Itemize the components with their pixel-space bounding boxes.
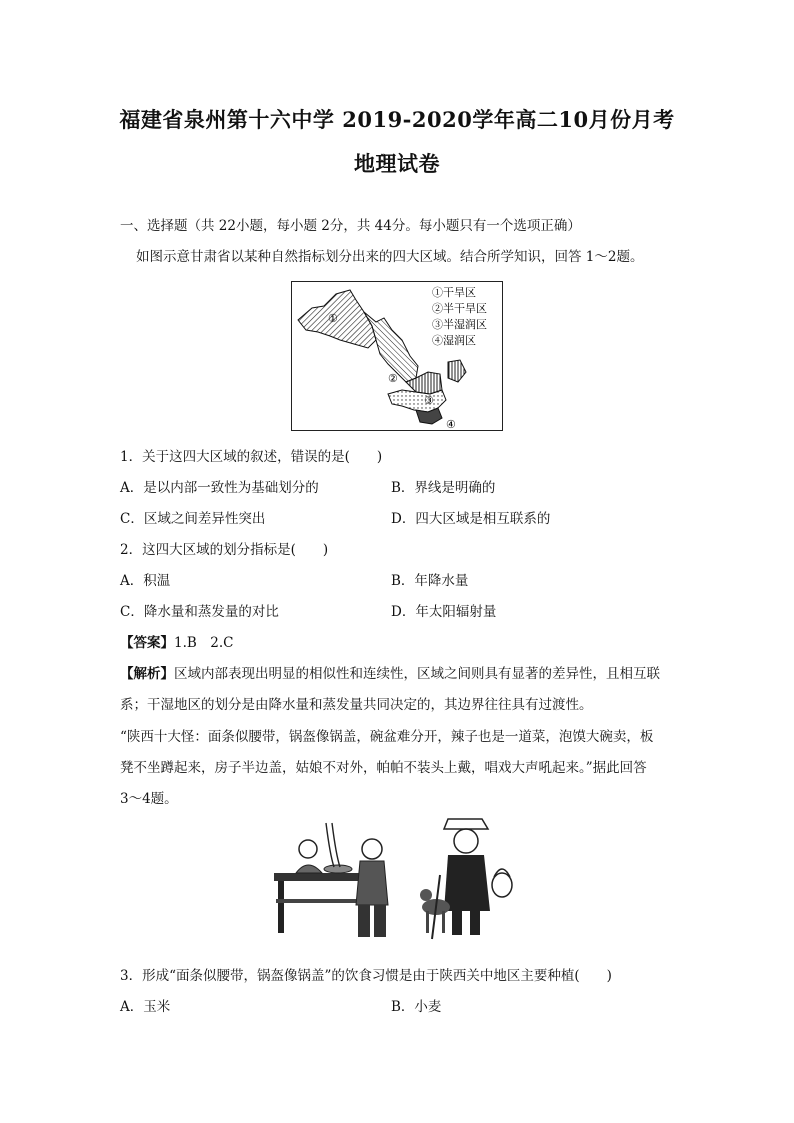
legend-humid: ④湿润区: [432, 334, 476, 347]
answer-line: [120, 633, 234, 653]
q2-stem: 2．这四大区域的划分指标是( ): [120, 542, 329, 558]
passage-line-1: “陕西十大怪：面条似腰带，锅盔像锅盖，碗盆难分开，辣子也是一道菜，泡馍大碗卖，板: [120, 729, 654, 745]
q3-stem: 3．形成“面条似腰带，锅盔像锅盖”的饮食习惯是由于陕西关中地区主要种植( ): [120, 968, 612, 984]
analysis-line-2: 系；干湿地区的划分是由降水量和蒸发量共同决定的，其边界往往具有过渡性。: [120, 697, 593, 713]
region-semi-arid-east: [448, 360, 466, 382]
map-marker-1: ①: [328, 312, 338, 325]
analysis-label: 【解析】: [120, 666, 174, 682]
page-title: 福建省泉州第十六中学 2019-2020学年高二10月份月考: [119, 107, 675, 132]
q1-option-b: B．界线是明确的: [391, 480, 496, 496]
intro-text: 如图示意甘肃省以某种自然指标划分出来的四大区域。结合所学知识，回答 1～2题。: [136, 249, 644, 265]
legend-semi-humid: ③半湿润区: [432, 318, 487, 331]
gansu-map: [292, 282, 502, 430]
answer-text: 1.B 2.C: [174, 635, 234, 651]
passage-line-3: 3～4题。: [120, 791, 178, 807]
map-marker-2: ②: [388, 372, 398, 385]
answer-label: 【答案】: [120, 635, 174, 651]
q2-option-c: C．降水量和蒸发量的对比: [120, 604, 279, 620]
cartoon-image: [268, 815, 530, 943]
analysis-line-1: [120, 664, 660, 684]
legend-semi-arid: ②半干旱区: [432, 302, 487, 315]
q1-option-d: D．四大区域是相互联系的: [391, 511, 551, 527]
q2-option-b: B．年降水量: [391, 573, 469, 589]
q1-stem: 1．关于这四大区域的叙述，错误的是( ): [120, 449, 383, 465]
q1-option-a: A．是以内部一致性为基础划分的: [120, 480, 319, 496]
passage-line-2: 凳不坐蹲起来，房子半边盖，姑娘不对外，帕帕不装头上戴，唱戏大声吼起来。”据此回答: [120, 760, 647, 776]
q3-option-a: A．玉米: [120, 999, 171, 1015]
page-subtitle: 地理试卷: [354, 151, 440, 176]
section-heading: 一、选择题（共 22小题，每小题 2分，共 44分。每小题只有一个选项正确）: [120, 218, 581, 234]
analysis-text-1: 区域内部表现出明显的相似性和连续性，区域之间则具有显著的差异性，且相互联: [174, 666, 660, 682]
q3-option-b: B．小麦: [391, 999, 442, 1015]
q1-option-c: C．区域之间差异性突出: [120, 511, 266, 527]
gansu-map-figure: [291, 281, 503, 431]
legend-arid: ①干旱区: [432, 286, 476, 299]
shaanxi-customs-illustration: [268, 815, 530, 943]
map-marker-4: ④: [446, 418, 456, 430]
q2-option-a: A．积温: [120, 573, 171, 589]
q2-option-d: D．年太阳辐射量: [391, 604, 497, 620]
map-marker-3: ③: [424, 394, 434, 407]
